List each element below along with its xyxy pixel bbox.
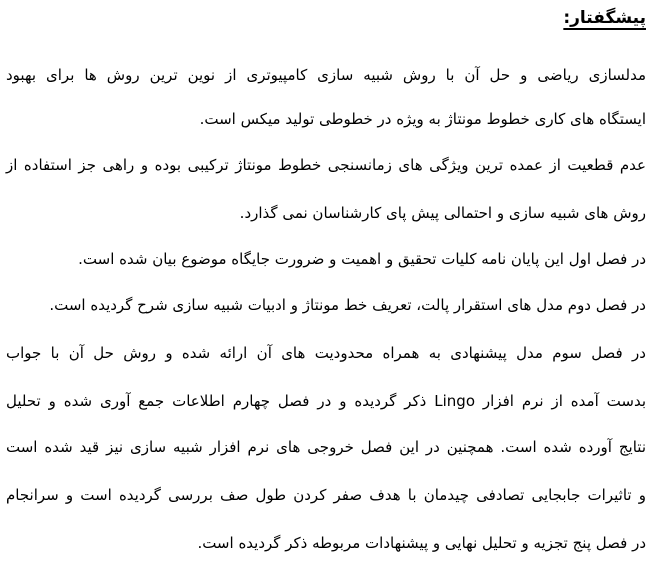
paragraph-line-1: مدلسازی ریاضی و حل آن با روش شبیه سازی کامپیوتری از نوین ترین روش ها برای بهبود (6, 66, 646, 84)
paragraph-line-10: و تاثیرات جابجایی تصادفی چیدمان با هدف صفر کردن طول صف بررسی گردیده است و سرانجام (6, 486, 646, 504)
paragraph-line-6: در فصل دوم مدل های استقرار پالت، تعریف خط مونتاژ و ادبیات شبیه سازی شرح گردیده است. (49, 296, 646, 314)
section-heading: پیشگفتار: (563, 8, 646, 28)
paragraph-line-2: ایستگاه های کاری خطوط مونتاژ به ویژه در خطوطی تولید میکس است. (199, 110, 646, 128)
paragraph-line-5: در فصل اول این پایان نامه کلیات تحقیق و اهمیت و ضرورت جایگاه موضوع بیان شده است. (78, 250, 646, 268)
paragraph-line-3: عدم قطعیت از عمده ترین ویژگی های زمانسنجی خطوط مونتاژ ترکیبی بوده و راهی جز استفاده از (6, 156, 646, 174)
paragraph-line-11: در فصل پنج تجزیه و تحلیل نهایی و پیشنهادات مربوطه ذکر گردیده است. (197, 534, 646, 552)
paragraph-line-4: روش های شبیه سازی و احتمالی پیش پای کارشناسان نمی گذارد. (239, 204, 646, 222)
paragraph-line-9: نتایج آورده شده است. همچنین در این فصل خروجی های نرم افزار شبیه سازی نیز قید شده است (6, 438, 646, 456)
paragraph-line-7: در فصل سوم مدل پیشنهادی به همراه محدودیت های آن ارائه شده و روش حل آن با جواب (6, 344, 646, 362)
paragraph-line-8: بدست آمده از نرم افزار Lingo ذکر گردیده و در فصل چهارم اطلاعات جمع آوری شده و تحلیل (6, 392, 646, 410)
